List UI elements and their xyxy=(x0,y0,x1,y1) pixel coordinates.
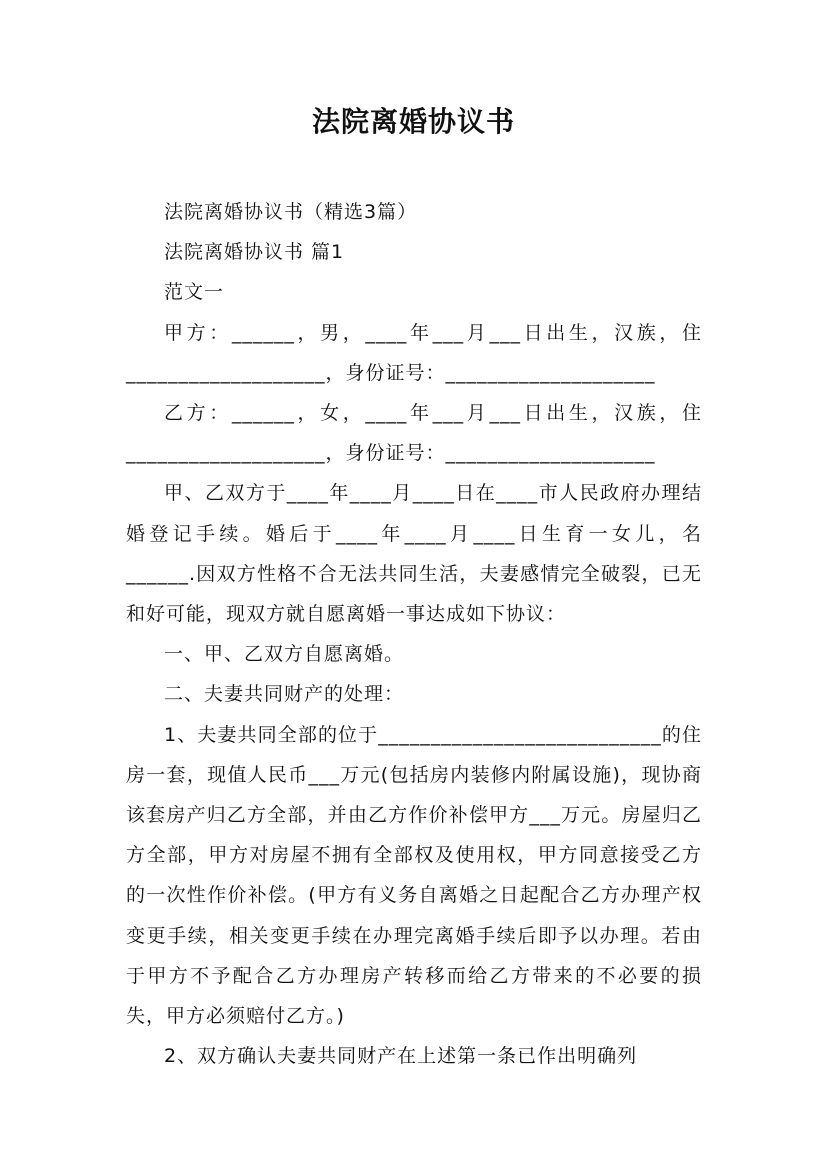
paragraph-subtitle: 法院离婚协议书（精选3篇） xyxy=(164,201,418,223)
document-body xyxy=(126,192,702,1076)
paragraph-property-confirm: 2、双方确认夫妻共同财产在上述第一条已作出明确列 xyxy=(164,1045,638,1068)
paragraph-sample-label: 范文一 xyxy=(164,281,225,304)
paragraph-section-heading: 法院离婚协议书 篇1 xyxy=(164,241,345,264)
paragraph-property-house: 1、夫妻共同全部的位于___________________________的住房一套，现值人民币___万元(包括房内装修内附属设施)，现协商该套房产归乙方全部，并由乙方作价补偿甲方___万元。房屋归乙方全部，甲方对房屋不拥有全部权及使用权，甲方同意接受乙方的一次性作价补偿。(甲方有义务自离婚之日起配合乙方办理产权变更手续，相关变更手续在办理完离婚手续后即予以办理。若由于甲方不予配合乙方办理房产转移而给乙方带来的不必要的损失，甲方必须赔付乙方。) xyxy=(126,723,702,1028)
paragraph-party-b: 乙方：______，女，____年___月___日出生，汉族，住___________________，身份证号：____________________ xyxy=(126,402,702,465)
document-title: 法院离婚协议书 xyxy=(311,105,515,138)
paragraph-marriage-background: 甲、乙双方于____年____月____日在____市人民政府办理结婚登记手续。婚后于____年____月____日生育一女儿，名______.因双方性格不合无法共同生活，夫妻感情完全破裂，已无和好可能，现双方就自愿离婚一事达成如下协议： xyxy=(126,482,702,626)
paragraph-clause-2: 二、夫妻共同财产的处理： xyxy=(164,683,405,706)
paragraph-party-a: 甲方：______，男，____年___月___日出生，汉族，住___________________，身份证号：____________________ xyxy=(126,321,702,384)
paragraph-clause-1: 一、甲、乙双方自愿离婚。 xyxy=(164,643,405,666)
